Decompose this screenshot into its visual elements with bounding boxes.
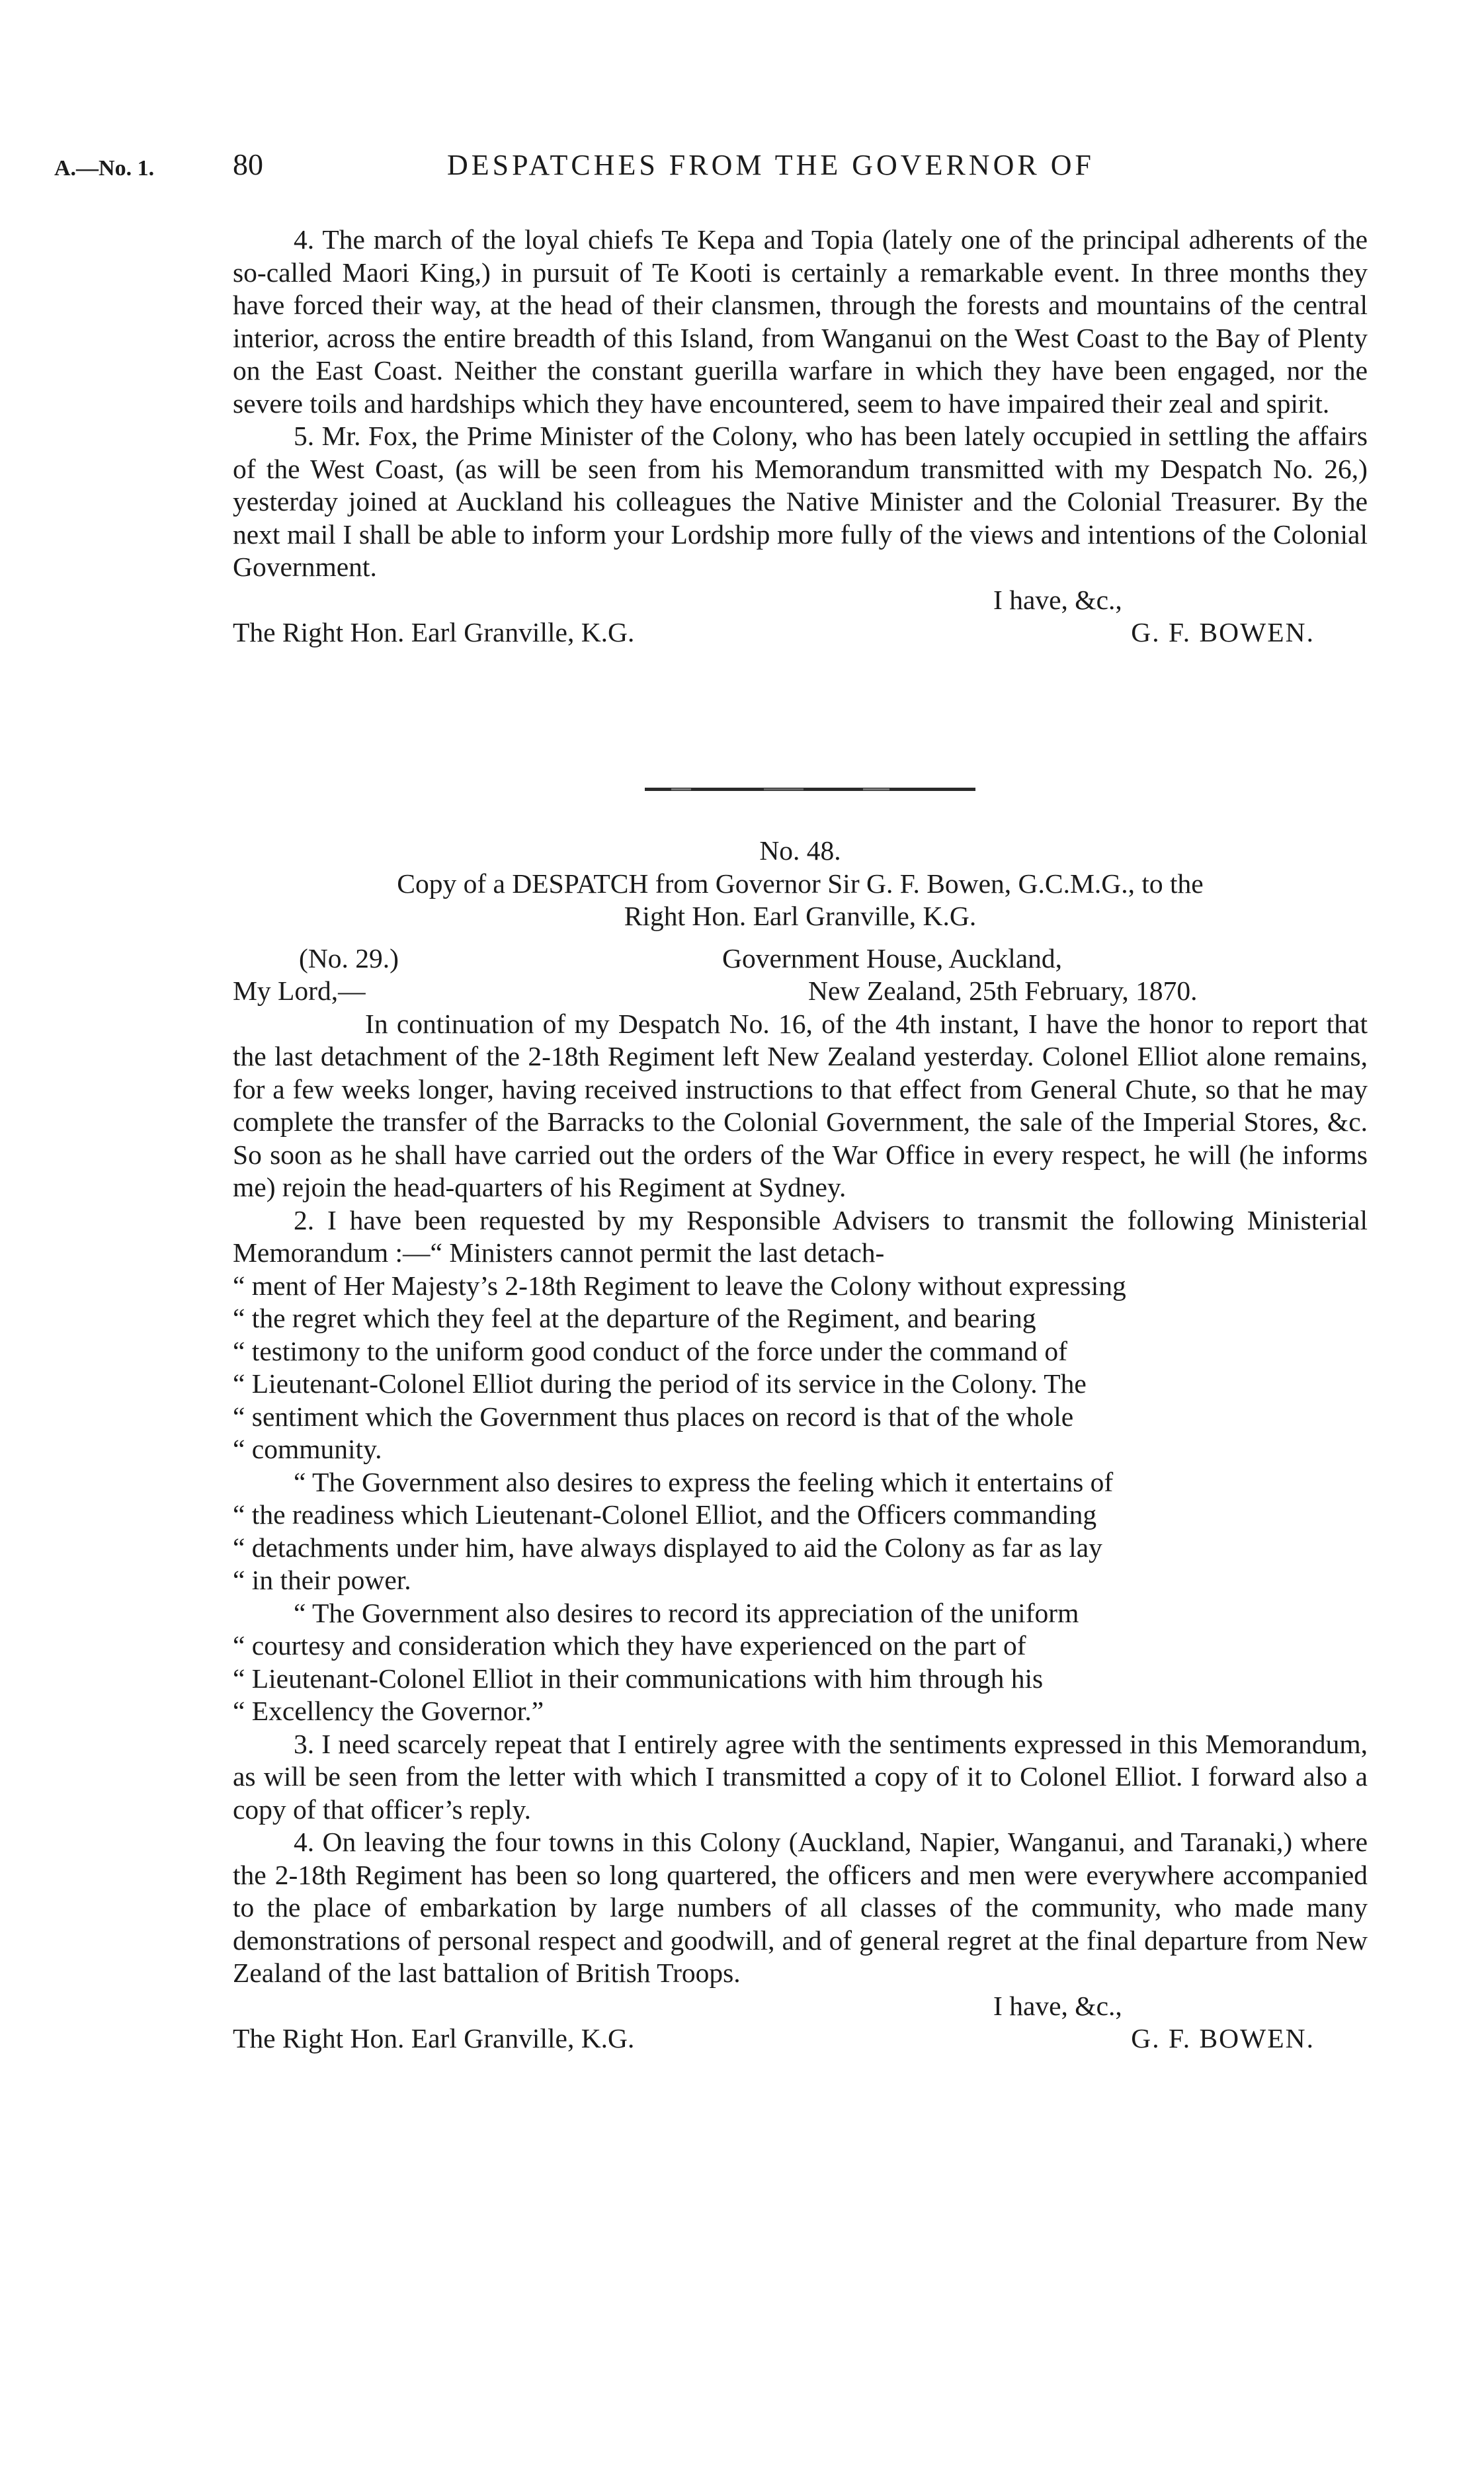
address-row [233, 942, 1368, 975]
quote-line: “ Lieutenant-Colonel Elliot during the period of its service in the Colony. The [233, 1368, 1087, 1399]
signature-row [233, 2022, 1368, 2055]
quote-line: “ the regret which they feel at the departure of the Regiment, and bearing [233, 1303, 1036, 1333]
date-line: New Zealand, 25th February, 1870. [808, 975, 1198, 1006]
signature: G. F. BOWEN. [1131, 2023, 1315, 2053]
address-row [233, 975, 1368, 1008]
closing-line: I have, &c., [993, 584, 1122, 615]
paragraph: 4. The march of the loyal chiefs Te Kepa and Topia (lately one of the principal adherents of the so-called Maori King,) in pursuit of Te Kooti is certainly a remarkable event. In three months they have forced their way, at the head of their clansmen, through the forests and mountains of the central interior, across the entire breadth of this Island, from Wanganui on the West Coast to the Bay of Plenty on the East Coast. Neither the constant guerilla warfare in which they have been engaged, nor the severe toils and hardships which they have encountered, seem to have impaired their zeal and spirit. [233, 224, 1368, 419]
first-despatch [233, 224, 1368, 649]
place: Government House, Auckland, [722, 942, 1063, 973]
quote-line: “ Lieutenant-Colonel Elliot in their communications with him through his [233, 1663, 1044, 1694]
quote-line: “ testimony to the uniform good conduct of the force under the command of [233, 1335, 1067, 1366]
page-title: DESPATCHES FROM THE GOVERNOR OF [447, 149, 1094, 181]
addressee: The Right Hon. Earl Granville, K.G. [233, 617, 635, 647]
closing-line: I have, &c., [993, 1990, 1122, 2021]
quote-line: “ community. [233, 1434, 382, 1464]
salutation: My Lord,— [233, 975, 366, 1006]
paragraph: 3. I need scarcely repeat that I entirely agree with the sentiments expressed in this Memorandum, as will be seen from the letter with which I transmitted a copy of it to Colonel Elliot. I forward also a copy of that officer’s reply. [233, 1728, 1368, 1825]
section-divider [645, 786, 975, 793]
running-header [0, 147, 1484, 186]
signature-row [233, 616, 1368, 649]
despatch-heading-line-2: Right Hon. Earl Granville, K.G. [624, 901, 977, 931]
despatch-number: No. 48. [759, 835, 841, 866]
despatch-no: (No. 29.) [299, 942, 399, 973]
quote-line: “ detachments under him, have always displayed to aid the Colony as far as lay [233, 1532, 1102, 1563]
paper-reference: A.—No. 1. [54, 156, 155, 181]
signature: G. F. BOWEN. [1131, 617, 1315, 647]
quote-line: “ the readiness which Lieutenant-Colonel Elliot, and the Officers commanding [233, 1499, 1097, 1530]
quote-line: “ in their power. [233, 1565, 411, 1595]
addressee: The Right Hon. Earl Granville, K.G. [233, 2023, 635, 2053]
quote-line: “ courtesy and consideration which they have experienced on the part of [233, 1630, 1026, 1661]
memorandum-quote [233, 1270, 1368, 1728]
paragraph: 5. Mr. Fox, the Prime Minister of the Colony, who has been lately occupied in settling the affairs of the West Coast, (as will be seen from his Memorandum transmitted with my Despatch No. 26,) yesterday joined at Auckland his colleagues the Native Minister and the Colonial Treasurer. By the next mail I shall be able to inform your Lordship more fully of the views and intentions of the Colonial Government. [233, 421, 1368, 582]
paragraph: 2. I have been requested by my Responsible Advisers to transmit the following Ministerial Memorandum :—“ Ministers cannot permit the last detach- [233, 1204, 1368, 1268]
quote-line: “ Excellency the Governor.” [233, 1696, 544, 1726]
quote-line: “ ment of Her Majesty’s 2-18th Regiment to leave the Colony without expressing [233, 1270, 1126, 1301]
paragraph: In continuation of my Despatch No. 16, of the 4th instant, I have the honor to report that the last detachment of the 2-18th Regiment left New Zealand yesterday. Colonel Elliot alone remains, for a few weeks longer, having received instructions to that effect from General Chute, so that he may complete the transfer of the Barracks to the Colonial Government, the sale of the Imperial Stores, &c. So soon as he shall have carried out the orders of the War Office in every respect, he will (he informs me) rejoin the head-quarters of his Regiment at Sydney. [233, 1008, 1368, 1202]
despatch-heading: Copy of a DESPATCH from Governor Sir G. F. Bowen, G.C.M.G., to the [397, 868, 1204, 899]
quote-line: “ The Government also desires to record its appreciation of the uniform [294, 1597, 1079, 1628]
second-despatch [233, 835, 1368, 2055]
page-number: 80 [233, 147, 263, 181]
paragraph: 4. On leaving the four towns in this Colony (Auckland, Napier, Wanganui, and Taranaki,) where the 2-18th Regiment has been so long quartered, the officers and men were everywhere accompanied to the place of embarkation by large numbers of all classes of the community, who made many demonstrations of personal respect and goodwill, and of general regret at the final departure from New Zealand of the last battalion of British Troops. [233, 1827, 1368, 1988]
quote-line: “ The Government also desires to express the feeling which it entertains of [294, 1466, 1114, 1497]
quote-line: “ sentiment which the Government thus places on record is that of the whole [233, 1401, 1074, 1432]
